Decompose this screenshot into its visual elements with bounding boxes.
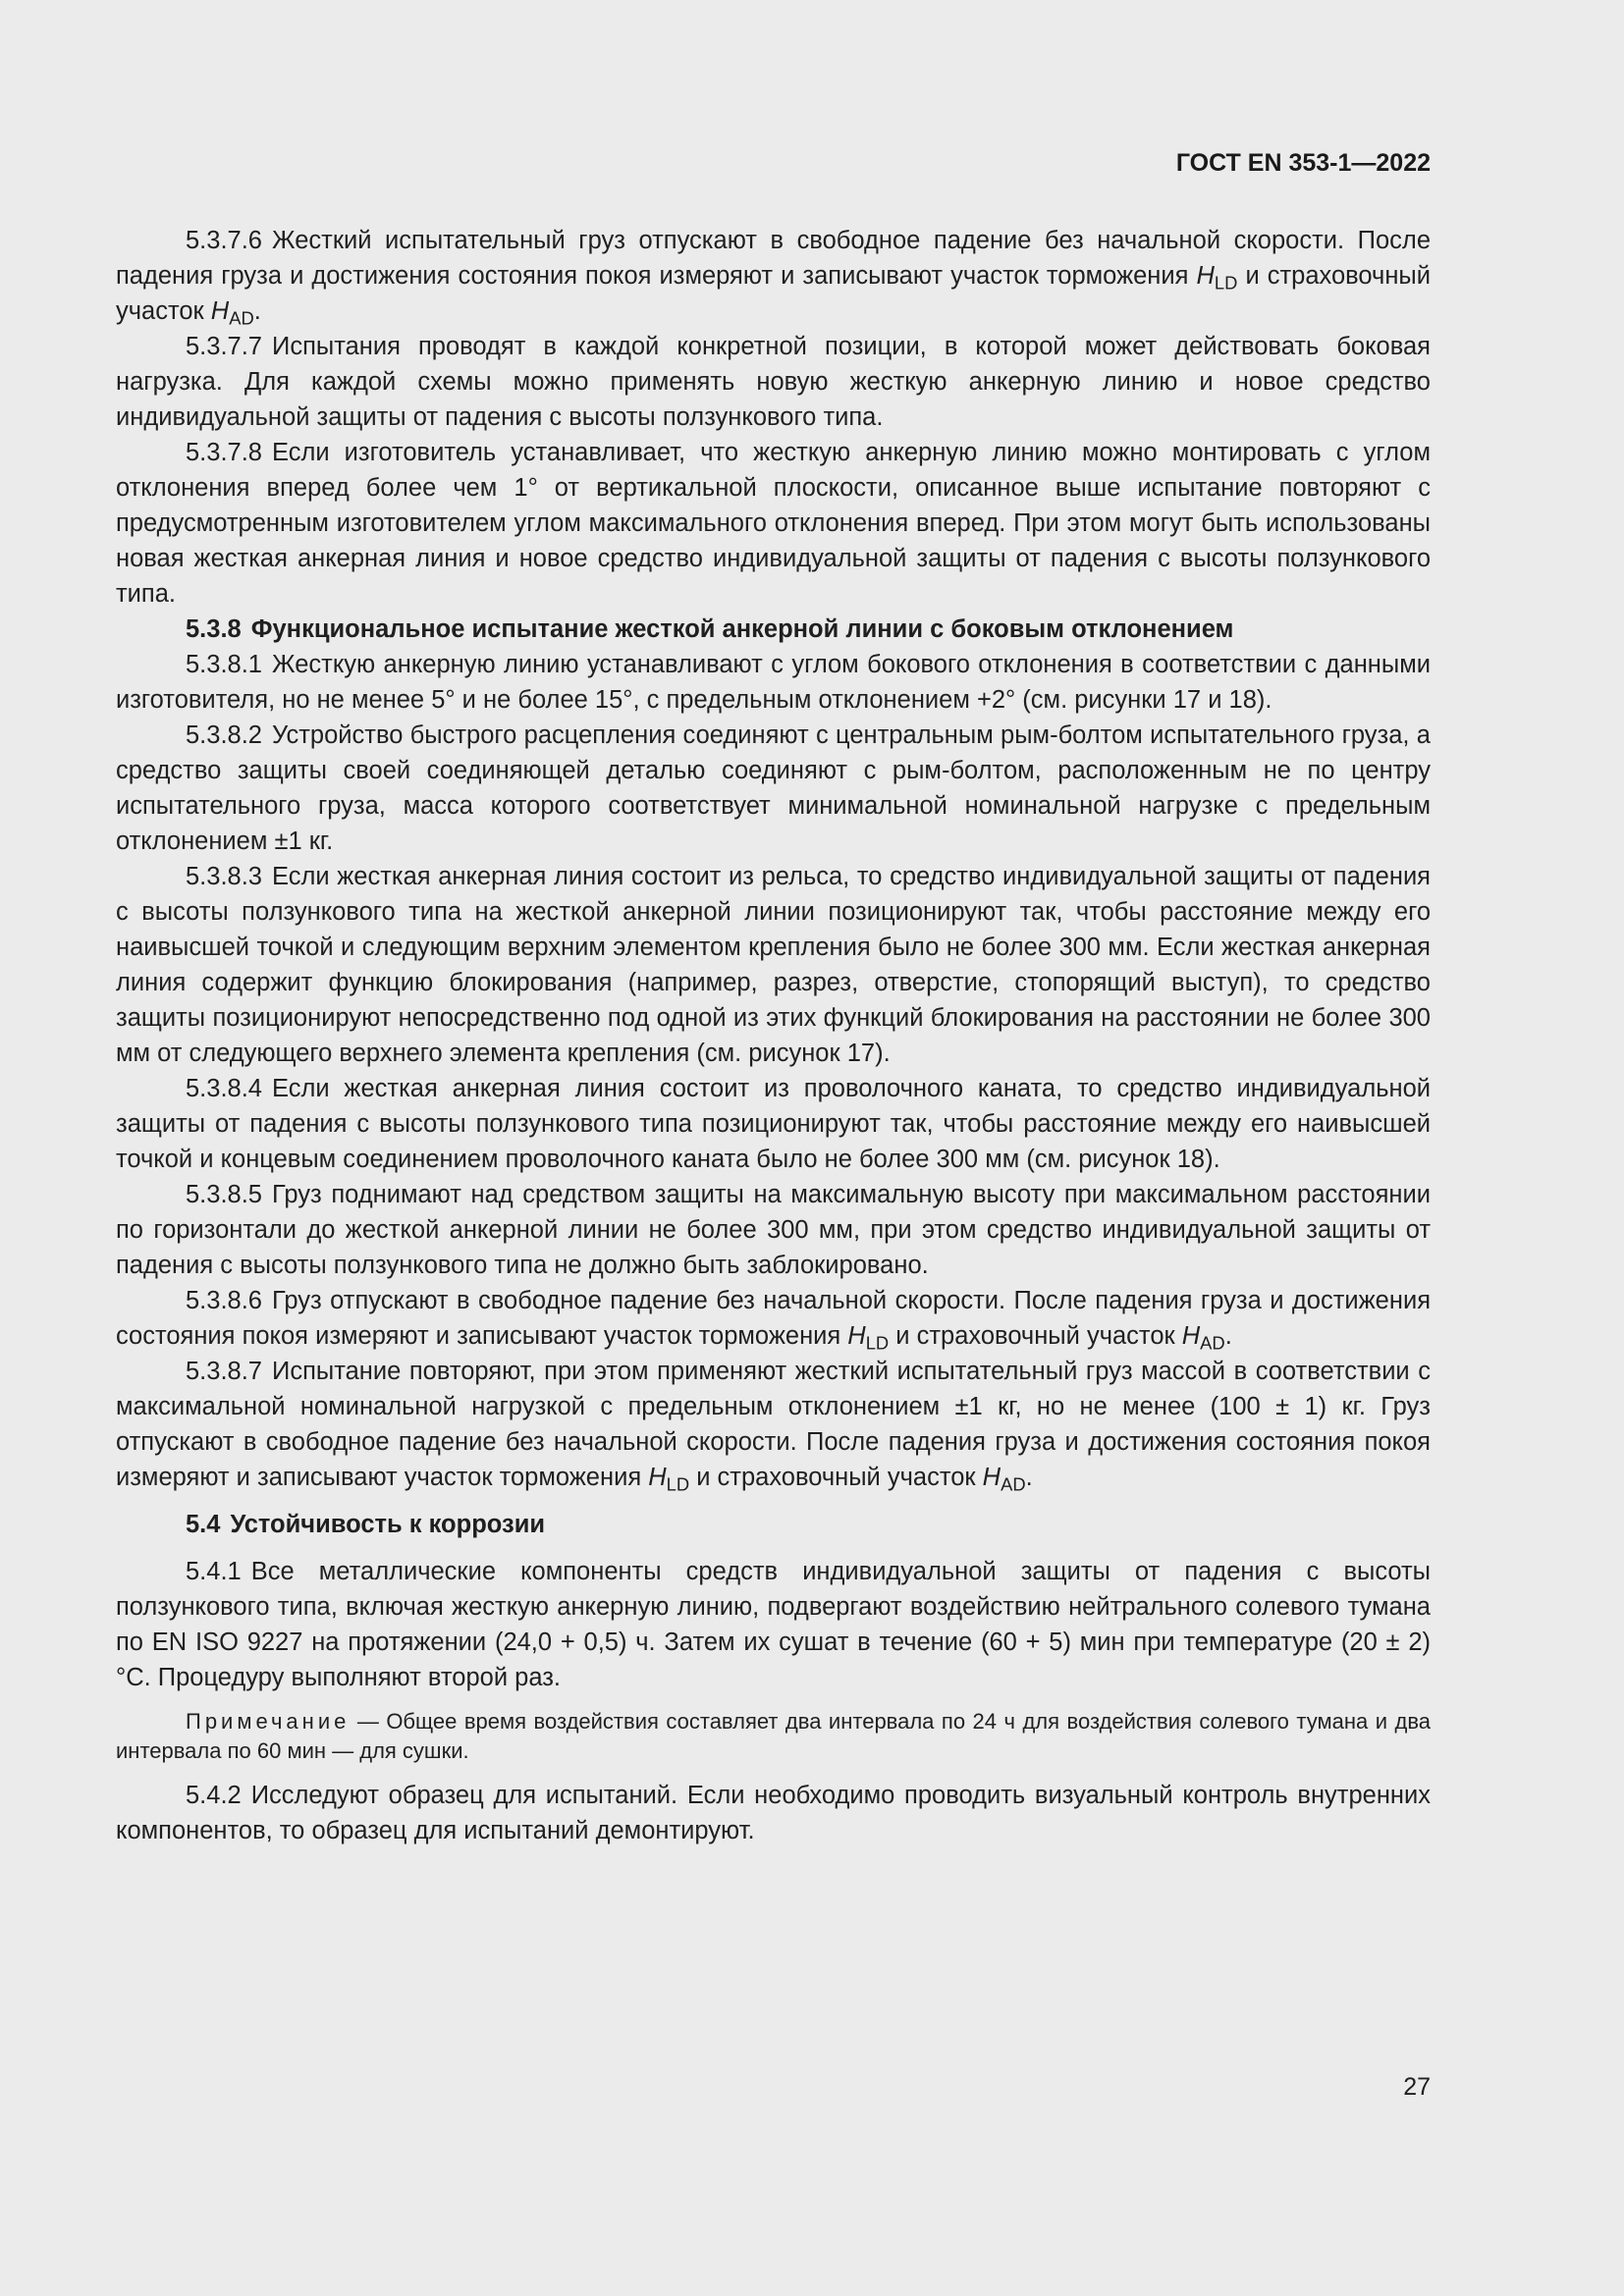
clause-text: Устройство быстрого расцепления соединяют с центральным рым-болтом испытательного груза, а средство защиты своей соединяющей деталью соединяют с рым-болтом, расположенным не по центру испытательного груза, масса которого соответствует минимальной номинальной нагрузке с предельным отклонением ±1 кг. xyxy=(116,721,1431,855)
document-body xyxy=(116,223,1431,1848)
symbol-h-ad: $H_{AD}$ xyxy=(1181,1322,1225,1354)
clause-5-3-7-6: 5.3.7.6 Жесткий испытательный груз отпускают в свободное падение без начальной скорости. После падения груза и достижения состояния покоя измеряют и записывают участок торможения $H_{LD}$ и страховочный участок $H_{AD}$. xyxy=(116,227,1431,329)
section-heading-5-3-8 xyxy=(116,612,1431,647)
clause-text: Груз отпускают в свободное падение без начальной скорости. После падения груза и достижения состояния покоя измеряют и записывают участок торможения xyxy=(116,1287,1431,1350)
page-number: 27 xyxy=(1403,2073,1431,2101)
clause-5-3-8-1 xyxy=(116,647,1431,718)
clause-number: 5.3.8.4 xyxy=(186,1075,262,1102)
clause-text: Груз поднимают над средством защиты на максимальную высоту при максимальном расстоянии по горизонтали до жесткой анкерной линии не более 300 мм, при этом средство индивидуальной защиты от падения с высоты ползункового типа не должно быть заблокировано. xyxy=(116,1181,1431,1279)
section-title: Устойчивость к коррозии xyxy=(230,1511,546,1538)
clause-number: 5.3.8.2 xyxy=(186,721,262,749)
clause-text: Если жесткая анкерная линия состоит из рельса, то средство индивидуальной защиты от падения с высоты ползункового типа на жесткой анкерной линии позиционируют так, чтобы расстояние между его наивысшей точкой и следующим верхним элементом крепления было не более 300 мм. Если жесткая анкерная линия содержит функцию блокирования (например, разрез, отверстие, стопорящий выступ), то средство защиты позиционируют непосредственно под одной из этих функций блокирования на расстоянии не более 300 мм от следующего верхнего элемента крепления (см. рисунок 17). xyxy=(116,863,1431,1067)
clause-5-3-8-5 xyxy=(116,1177,1431,1283)
clause-5-3-8-6: 5.3.8.6 Груз отпускают в свободное падение без начальной скорости. После падения груза и достижения состояния покоя измеряют и записывают участок торможения $H_{LD}$ и страховочный участок $H_{AD}$. xyxy=(116,1287,1431,1354)
symbol-h-ld: $H_{LD}$ xyxy=(1196,262,1238,294)
clause-number: 5.3.8.1 xyxy=(186,651,262,678)
clause-number: 5.3.8.7 xyxy=(186,1358,262,1385)
note xyxy=(116,1707,1431,1766)
section-number: 5.3.8 xyxy=(186,615,242,643)
clause-text: Жесткую анкерную линию устанавливают с углом бокового отклонения в соответствии с данными изготовителя, но не менее 5° и не более 15°, с предельным отклонением +2° (см. рисунки 17 и 18). xyxy=(116,651,1431,714)
clause-text: Если изготовитель устанавливает, что жесткую анкерную линию можно монтировать с углом отклонения вперед более чем 1° от вертикальной плоскости, описанное выше испытание повторяют с предусмотренным изготовителем углом максимального отклонения вперед. При этом могут быть использованы новая жесткая анкерная линия и новое средство индивидуальной защиты от падения с высоты ползункового типа. xyxy=(116,439,1431,608)
clause-5-3-7-7 xyxy=(116,329,1431,435)
section-number: 5.4 xyxy=(186,1511,221,1538)
clause-number: 5.3.7.7 xyxy=(186,333,262,360)
clause-5-3-8-7: 5.3.8.7 Испытание повторяют, при этом применяют жесткий испытательный груз массой в соответствии с максимальной номинальной нагрузкой с предельным отклонением ±1 кг, но не менее (100 ± 1) кг. Груз отпускают в свободное падение без начальной скорости. После падения груза и достижения состояния покоя измеряют и записывают участок торможения $H_{LD}$ и страховочный участок $H_{AD}$. xyxy=(116,1358,1431,1495)
note-label: Примечание xyxy=(186,1709,351,1734)
clause-text: и страховочный участок xyxy=(689,1464,983,1491)
clause-text: Если жесткая анкерная линия состоит из проволочного каната, то средство индивидуальной защиты от падения с высоты ползункового типа позиционируют так, чтобы расстояние между его наивысшей точкой и концевым соединением проволочного каната было не более 300 мм (см. рисунок 18). xyxy=(116,1075,1431,1173)
symbol-h-ld: $H_{LD}$ xyxy=(648,1464,690,1495)
clause-number: 5.3.7.6 xyxy=(186,227,262,254)
clause-5-4-1 xyxy=(116,1554,1431,1695)
clause-text: Все металлические компоненты средств индивидуальной защиты от падения с высоты ползункового типа, включая жесткую анкерную линию, подвергают воздействию нейтрального солевого тумана по EN ISO 9227 на протяжении (24,0 + 0,5) ч. Затем их сушат в течение (60 + 5) мин при температуре (20 ± 2) °С. Процедуру выполняют второй раз. xyxy=(116,1558,1431,1691)
clause-text: Исследуют образец для испытаний. Если необходимо проводить визуальный контроль внутренних компонентов, то образец для испытаний демонтируют. xyxy=(116,1782,1431,1844)
clause-number: 5.4.1 xyxy=(186,1558,242,1585)
clause-number: 5.4.2 xyxy=(186,1782,242,1809)
clause-5-3-8-2 xyxy=(116,718,1431,859)
clause-5-4-2 xyxy=(116,1778,1431,1848)
symbol-h-ad: $H_{AD}$ xyxy=(982,1464,1026,1495)
section-heading-5-4 xyxy=(116,1507,1431,1542)
note-text: — Общее время воздействия составляет два интервала по 24 ч для воздействия солевого тумана и два интервала по 60 мин — для сушки. xyxy=(116,1709,1431,1763)
clause-number: 5.3.8.5 xyxy=(186,1181,262,1208)
clause-5-3-8-3 xyxy=(116,859,1431,1071)
clause-text: и страховочный участок xyxy=(889,1322,1182,1350)
clause-text: Жесткий испытательный груз отпускают в свободное падение без начальной скорости. После падения груза и достижения состояния покоя измеряют и записывают участок торможения xyxy=(116,227,1431,290)
section-title: Функциональное испытание жесткой анкерной линии с боковым отклонением xyxy=(250,615,1234,643)
clause-text: Испытание повторяют, при этом применяют жесткий испытательный груз массой в соответствии с максимальной номинальной нагрузкой с предельным отклонением ±1 кг, но не менее (100 ± 1) кг. Груз отпускают в свободное падение без начальной скорости. После падения груза и достижения состояния покоя измеряют и записывают участок торможения xyxy=(116,1358,1431,1491)
clause-text: Испытания проводят в каждой конкретной позиции, в которой может действовать боковая нагрузка. Для каждой схемы можно применять новую жесткую анкерную линию и новое средство индивидуальной защиты от падения с высоты ползункового типа. xyxy=(116,333,1431,431)
symbol-h-ad: $H_{AD}$ xyxy=(210,297,254,329)
clause-5-3-8-4 xyxy=(116,1071,1431,1177)
clause-text: и страховочный участок xyxy=(116,262,1431,325)
clause-number: 5.3.8.6 xyxy=(186,1287,262,1314)
document-code-header: ГОСТ EN 353-1—2022 xyxy=(1175,149,1431,177)
clause-number: 5.3.8.3 xyxy=(186,863,262,890)
symbol-h-ld: $H_{LD}$ xyxy=(847,1322,890,1354)
clause-5-3-7-8 xyxy=(116,435,1431,612)
clause-number: 5.3.7.8 xyxy=(186,439,262,466)
